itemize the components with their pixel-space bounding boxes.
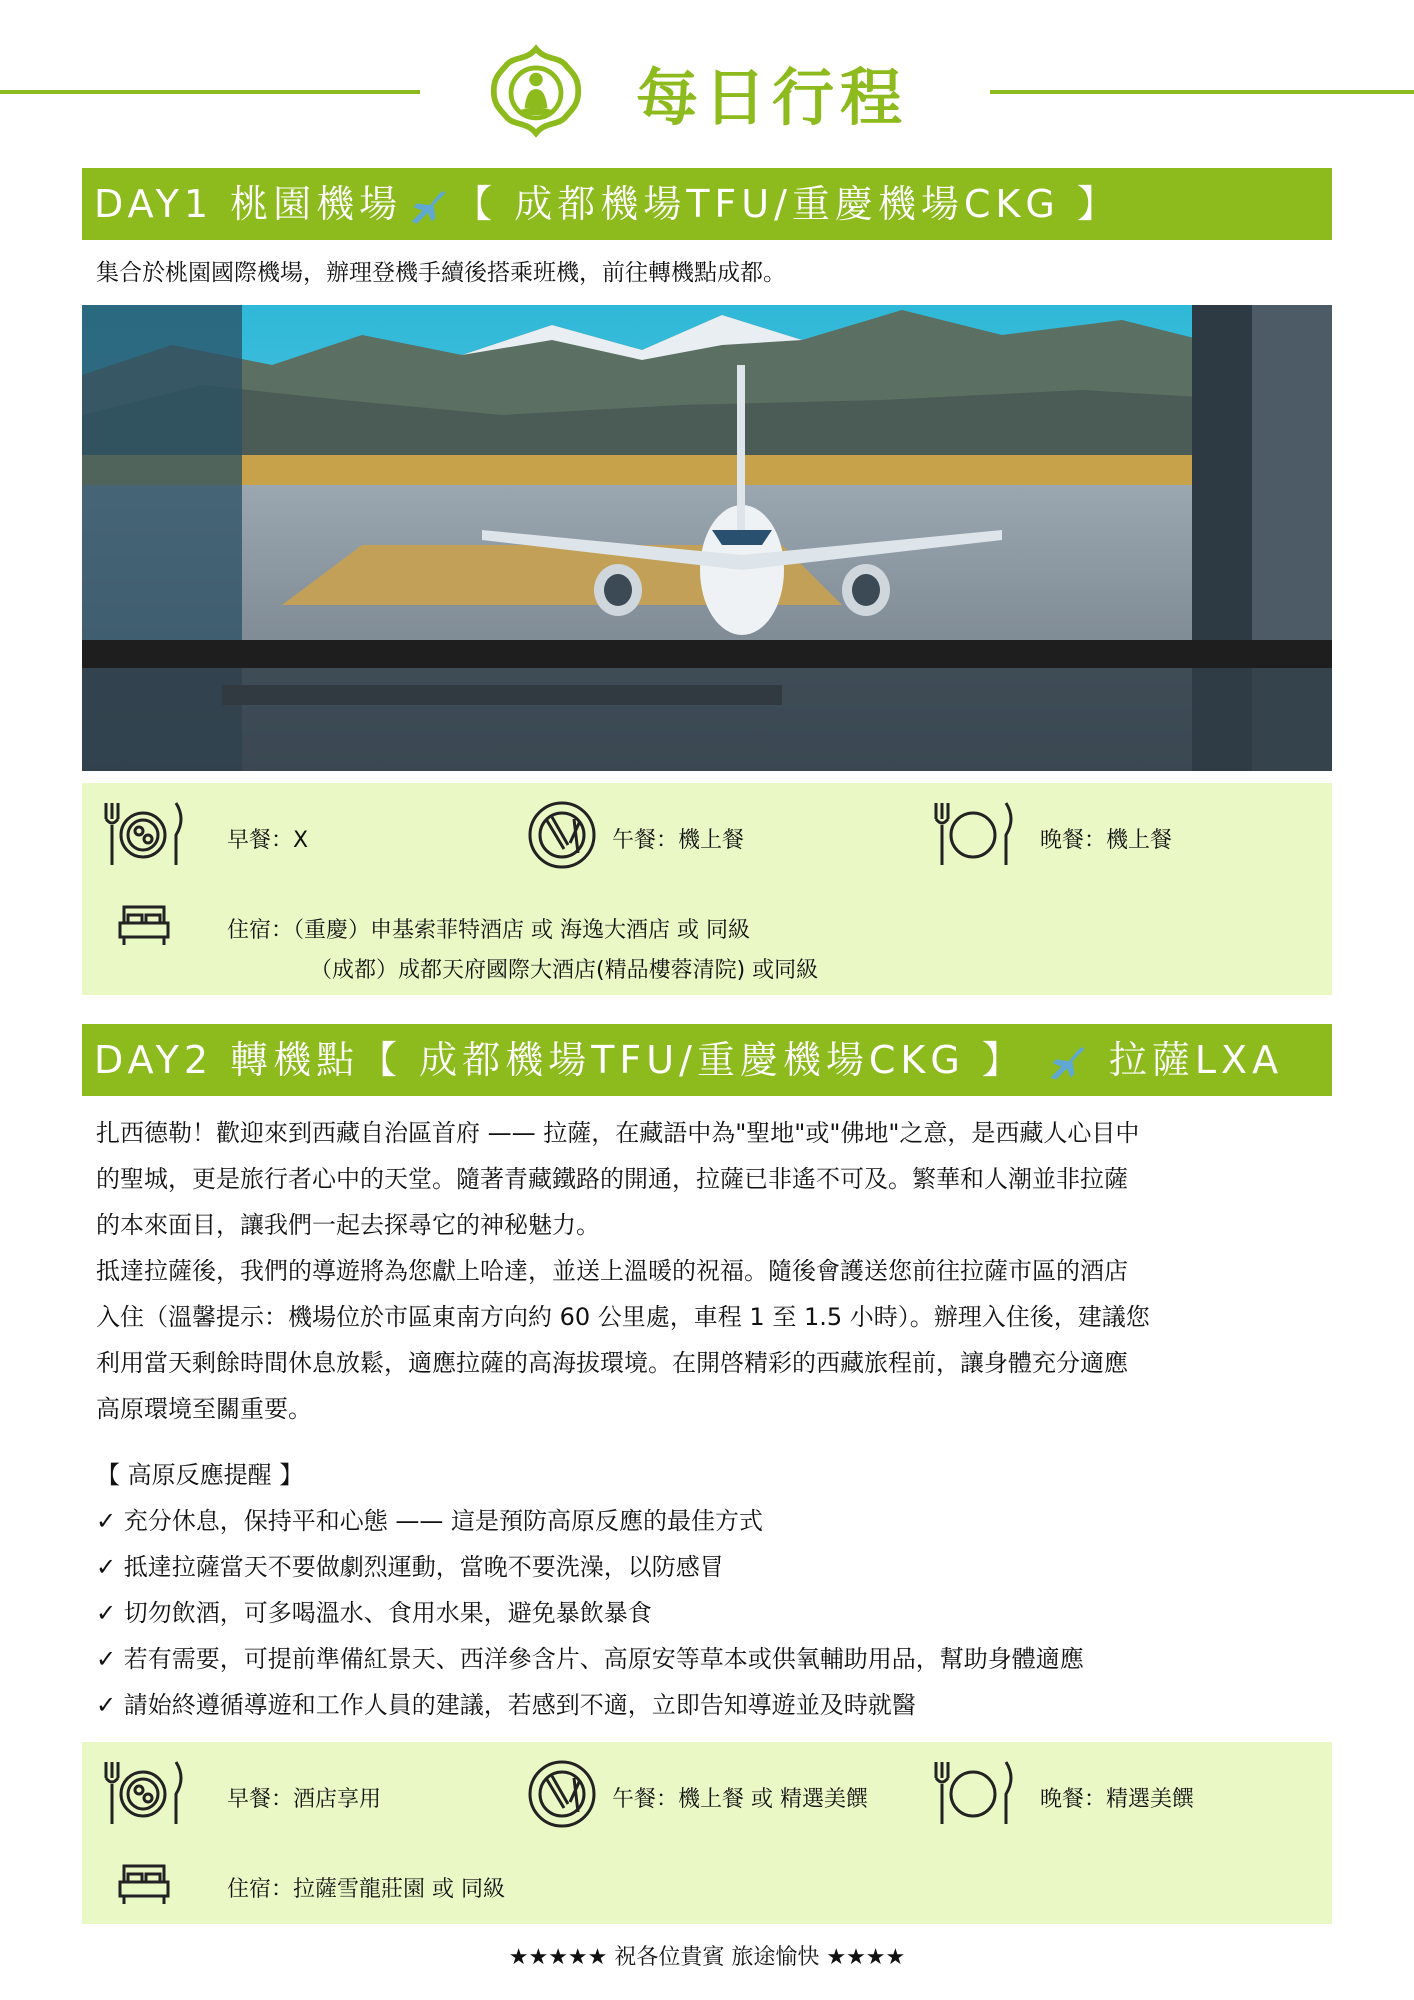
- day1-info-box: [82, 783, 1332, 995]
- lunch-label: 午餐：機上餐 或 精選美饌: [612, 1787, 868, 1812]
- airplane-icon: [1045, 1041, 1089, 1085]
- breakfast-label: 早餐：X: [227, 828, 309, 853]
- breakfast-plate-icon: [100, 799, 186, 869]
- dinner-plate-icon: [930, 1758, 1016, 1828]
- paragraph-line: 扎西德勒！歡迎來到西藏自治區首府 —— 拉薩，在藏語中為"聖地"或"佛地"之意，是西藏人心目中: [96, 1119, 1140, 1147]
- header-divider-right: [990, 90, 1414, 94]
- airplane-icon: [406, 185, 450, 229]
- tip-item: ✓ 切勿飲酒，可多喝溫水、食用水果，避免暴飲暴食: [96, 1599, 652, 1627]
- lotus-buddha-icon: [488, 43, 584, 139]
- day1-intro: 集合於桃園國際機場，辦理登機手續後搭乘班機，前往轉機點成都。: [96, 260, 786, 286]
- paragraph-line: 入住（溫馨提示：機場位於市區東南方向約 60 公里處，車程 1 至 1.5 小時）。辦理入住後，建議您: [96, 1303, 1150, 1331]
- lunch-plate-icon: [524, 797, 600, 873]
- paragraph-line: 的聖城，更是旅行者心中的天堂。隨著青藏鐵路的開通，拉薩已非遙不可及。繁華和人潮並非拉薩: [96, 1165, 1128, 1193]
- lunch-label: 午餐：機上餐: [612, 828, 745, 853]
- paragraph-line: 的本來面目，讓我們一起去探尋它的神秘魅力。: [96, 1211, 600, 1239]
- dinner-label: 晚餐：精選美饌: [1040, 1787, 1195, 1812]
- tips-title: 【 高原反應提醒 】: [96, 1461, 304, 1489]
- bed-icon: [116, 1860, 172, 1908]
- day2-description: [96, 1110, 1346, 1432]
- day1-hotel-line1: 住宿：（重慶）申基索菲特酒店 或 海逸大酒店 或 同級: [227, 918, 750, 943]
- tip-item: ✓ 充分休息，保持平和心態 —— 這是預防高原反應的最佳方式: [96, 1507, 763, 1535]
- tip-item: ✓ 若有需要，可提前準備紅景天、西洋參含片、高原安等草本或供氧輔助用品，幫助身體適應: [96, 1645, 1084, 1673]
- day1-hotel-line2: （成都）成都天府國際大酒店(精品樓蓉清院) 或同級: [310, 958, 819, 983]
- breakfast-label: 早餐：酒店享用: [227, 1787, 382, 1812]
- day1-title-part1: DAY1 桃園機場: [94, 182, 403, 226]
- day2-hotel-line1: 住宿：拉薩雪龍莊園 或 同級: [227, 1877, 505, 1902]
- altitude-tips: [96, 1452, 1346, 1728]
- day2-title-part2: 拉薩LXA: [1108, 1038, 1284, 1082]
- breakfast-plate-icon: [100, 1758, 186, 1828]
- day2-title-bar: [82, 1024, 1332, 1096]
- paragraph-line: 抵達拉薩後，我們的導遊將為您獻上哈達，並送上溫暖的祝福。隨後會護送您前往拉薩市區的酒店: [96, 1257, 1128, 1285]
- lunch-plate-icon: [524, 1756, 600, 1832]
- paragraph-line: 利用當天剩餘時間休息放鬆，適應拉薩的高海拔環境。在開啓精彩的西藏旅程前，讓身體充分適應: [96, 1349, 1128, 1377]
- airport-airplane-photo: [82, 305, 1332, 771]
- page-header: [0, 40, 1414, 140]
- tip-item: ✓ 請始終遵循導遊和工作人員的建議，若感到不適，立即告知導遊並及時就醫: [96, 1691, 916, 1719]
- footer-greeting: ★★★★★ 祝各位貴賓 旅途愉快 ★★★★: [508, 1945, 906, 1970]
- day1-title-part2: 【 成都機場TFU/重慶機場CKG 】: [454, 182, 1120, 226]
- paragraph-line: 高原環境至關重要。: [96, 1395, 312, 1423]
- page-title: 每日行程: [636, 61, 909, 134]
- tip-item: ✓ 抵達拉薩當天不要做劇烈運動，當晚不要洗澡，以防感冒: [96, 1553, 724, 1581]
- dinner-plate-icon: [930, 799, 1016, 869]
- day1-title-bar: [82, 168, 1332, 240]
- day2-title-part1: DAY2 轉機點【 成都機場TFU/重慶機場CKG 】: [94, 1038, 1025, 1082]
- bed-icon: [116, 901, 172, 949]
- dinner-label: 晚餐：機上餐: [1040, 828, 1173, 853]
- header-divider-left: [0, 90, 420, 94]
- day2-info-box: [82, 1742, 1332, 1924]
